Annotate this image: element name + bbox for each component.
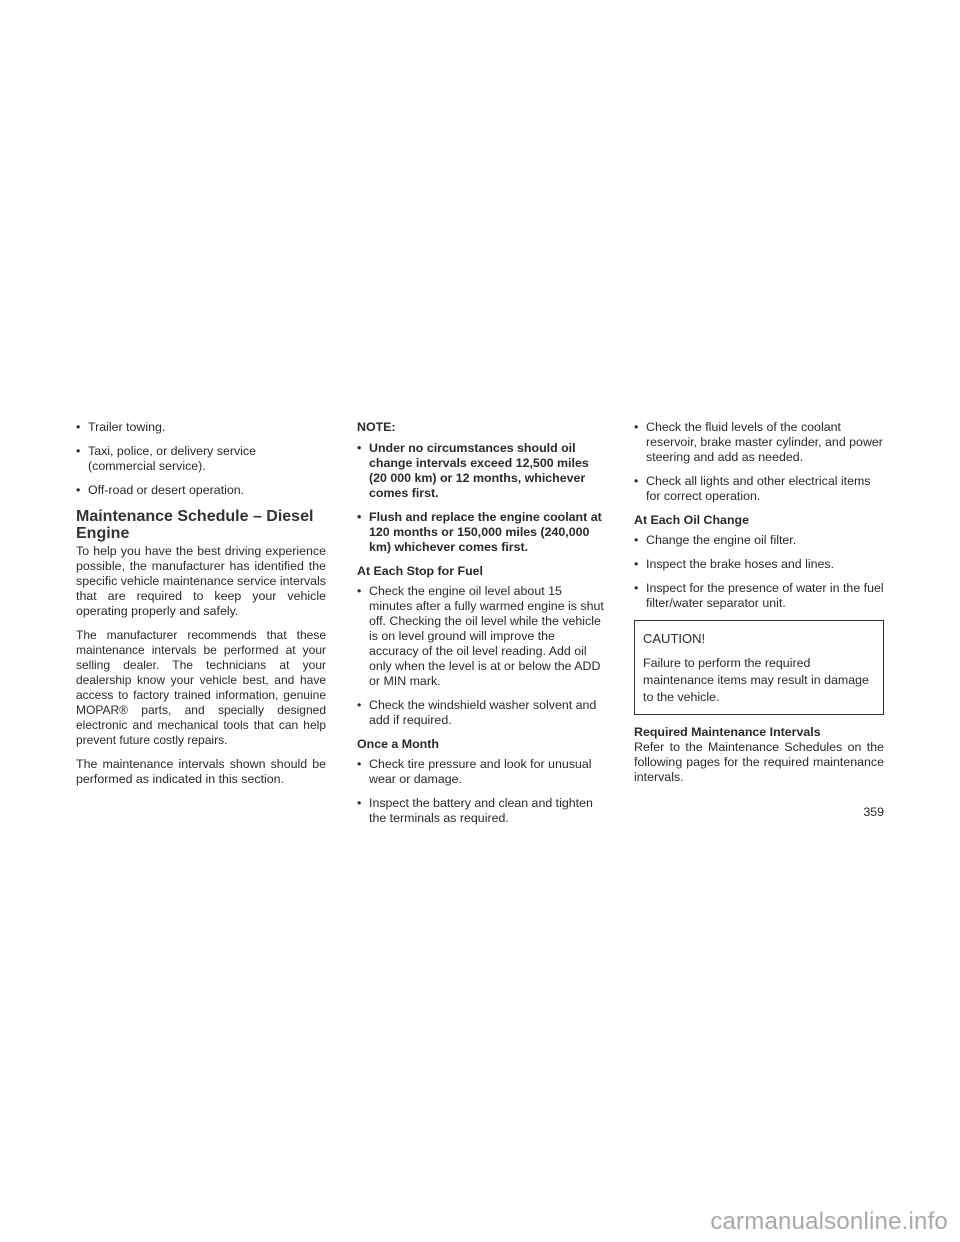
list-item: • Trailer towing.: [76, 420, 166, 434]
list-item: • Check the engine oil level about 15 minutes after a fully warmed engine is shut off. Checking the oil level while the vehicle is on level ground will improve the accuracy of the oil level reading. Add oil only when the level is at or below the ADD or MIN mark.: [357, 584, 604, 688]
bullet-icon: •: [357, 510, 362, 524]
bullet-icon: •: [357, 698, 362, 712]
note-label: NOTE:: [357, 420, 396, 434]
bullet-icon: •: [76, 420, 81, 434]
list-item: • Off-road or desert operation.: [76, 483, 245, 497]
bullet-icon: •: [76, 483, 81, 497]
bullet-icon: •: [76, 444, 81, 458]
page-number: 359: [863, 805, 884, 819]
section-title: Maintenance Schedule – Diesel Engine: [76, 508, 314, 542]
list-item: • Check tire pressure and look for unusual wear or damage.: [357, 757, 592, 786]
note-item: • Under no circumstances should oil change intervals exceed 12,500 miles (20 000 km) or 12 months, whichever comes first.: [357, 441, 589, 500]
bullet-icon: •: [634, 420, 639, 434]
list-item: • Inspect the battery and clean and tighten the terminals as required.: [357, 796, 593, 825]
bullet-icon: •: [357, 584, 362, 598]
bullet-icon: •: [634, 581, 639, 595]
bullet-icon: •: [634, 533, 639, 547]
list-item: • Inspect the brake hoses and lines.: [634, 557, 835, 571]
bullet-icon: •: [357, 757, 362, 771]
watermark: carmanualsonline.info: [710, 1208, 948, 1235]
left-column: [76, 420, 326, 796]
list-item: • Change the engine oil filter.: [634, 533, 797, 547]
bullet-icon: •: [634, 557, 639, 571]
monthly-heading: Once a Month: [357, 737, 439, 751]
caution-box: [634, 620, 884, 715]
list-item: • Check the windshield washer solvent and add if required.: [357, 698, 597, 727]
list-item: • Taxi, police, or delivery service (commercial service).: [76, 444, 257, 473]
middle-column: [357, 420, 607, 835]
list-item: • Check the fluid levels of the coolant reservoir, brake master cylinder, and power steering and add as needed.: [634, 420, 883, 464]
intro-paragraph: To help you have the best driving experience possible, the manufacturer has identified the specific vehicle maintenance service intervals that are required to keep your vehicle operating properly and safely.: [76, 544, 326, 618]
caution-text: Failure to perform the required maintenance items may result in damage to the vehicle.: [643, 656, 869, 704]
list-item: • Inspect for the presence of water in the fuel filter/water separator unit.: [634, 581, 884, 610]
caution-title: CAUTION!: [643, 631, 706, 646]
bullet-icon: •: [357, 441, 362, 455]
oil-change-heading: At Each Oil Change: [634, 513, 749, 527]
note-item: • Flush and replace the engine coolant at 120 months or 150,000 miles (240,000 km) whichever comes first.: [357, 510, 602, 554]
bullet-icon: •: [357, 796, 362, 810]
bullet-icon: •: [634, 474, 639, 488]
fuel-stop-heading: At Each Stop for Fuel: [357, 564, 483, 578]
required-intervals-heading: Required Maintenance Intervals: [634, 725, 821, 739]
right-column: [634, 420, 884, 785]
intervals-paragraph: The maintenance intervals shown should be performed as indicated in this section.: [76, 757, 326, 786]
list-item: • Check all lights and other electrical items for correct operation.: [634, 474, 871, 503]
required-intervals-text: Refer to the Maintenance Schedules on the following pages for the required maintenance intervals.: [634, 740, 884, 784]
dealer-paragraph: The manufacturer recommends that these maintenance intervals be performed at your selling dealer. The technicians at your dealership know your vehicle best, and have access to factory trained information, genuine MOPAR® parts, and specially designed electronic and mechanical tools that can help prevent future costly repairs.: [76, 628, 326, 747]
